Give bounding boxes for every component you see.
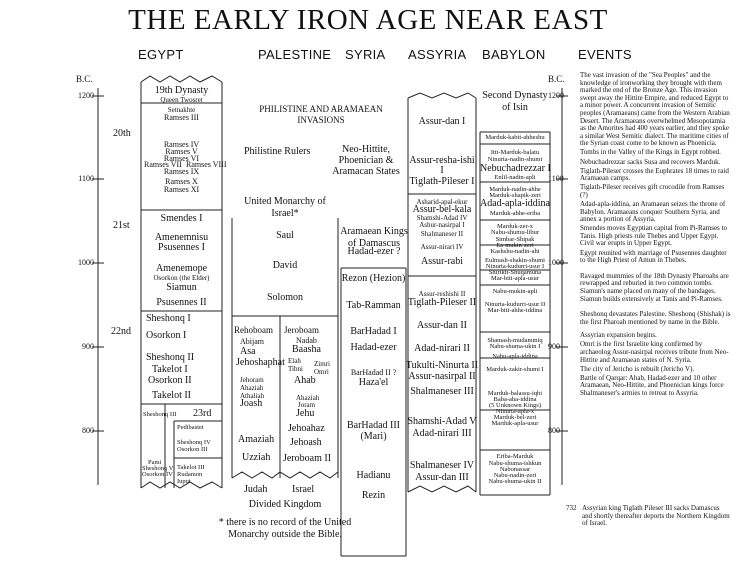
babylon-king: Mar-biti-ahhe-iddina (487, 307, 543, 314)
egypt-siamun: Siamun (166, 282, 197, 293)
syria-tab-ramman: Tab-Ramman (346, 300, 401, 311)
egypt-sheshonq3: Sheshonq III (143, 411, 177, 418)
egypt-ramses8: Ramses VIII (186, 160, 227, 169)
egypt-dyn20: 20th (113, 128, 131, 139)
event-smendes-tanis: Smendes moves Egyptian capital from Pi-Ramses to Tanis. High priests rule Thebes and Upper Egypt. Civil war erupts in Upper Egypt. (580, 224, 727, 248)
egypt-osorkon-elder: Osorkon (the Elder) (153, 274, 210, 282)
egypt-psusennes2: Psusennes II (156, 297, 207, 308)
egypt-setnakhte: Setnakhte (167, 106, 196, 114)
babylon-king: Baba-aha-iddina (493, 396, 537, 403)
event-adad-apla-iddina: Adad-apla-iddina, an Aramaean seizes the throne of Babylon. Aramaeans conquer Southern Syria, and annex a portion of Assyria. (580, 200, 726, 224)
babylon-king: Ea-mukin-zeri (496, 242, 534, 249)
judah-asa: Asa (240, 346, 256, 357)
syria-hazael: Haza'el (358, 377, 389, 388)
assyria-assur-nasirpal2: Assur-nasirpal II (408, 371, 476, 382)
babylon-king: Mar-biti-apla-usur (491, 275, 539, 282)
egypt-osorkon2: Osorkon II (148, 375, 192, 386)
egypt-osorkon4: Osorkon IV (142, 471, 173, 478)
event-sea-peoples: The vast invasion of the "Sea Peoples" and the knowledge of ironworking they brought with them marked the end of the Bronze Age. This invasion swept away the Hittite Empire, and reduced Egypt to a minor power. A concurrent invasion of Semitic peoples (Aramaeans) came from the Western Arabian Desert. The Aramaeans overwhelmed Mesopotamia as the Amorites had 400 years earlier, and they spoke a similar West Semitic dialect. The maritime cities of the Syrian coast come to be known as Phoenicia. (580, 71, 730, 148)
babylon-king: Nabu-shumu-libur (490, 229, 540, 236)
israel-ahaziah: Ahaziah (296, 394, 320, 402)
neo-hittite-states: Neo-Hittite, Phoenician & Aramacan States (332, 144, 400, 177)
babylon-king: Nabu-nadin-zeri (493, 472, 537, 479)
babylon-king: Marduk-balassu-iqbi (487, 390, 543, 397)
event-qarqar: Battle of Qarqar: Ahab, Hadad-ezer and 10 other Aramaean, Neo-Hittite, and Phoenician kings force Shalmaneser's armies to retreat to Assyria. (580, 373, 724, 397)
egypt-pami: Pami (148, 459, 162, 466)
egypt-dyn19: 19th Dynasty (154, 85, 209, 96)
label-judah: Judah (244, 484, 268, 495)
egypt-ramses4: Ramses IV (163, 140, 200, 149)
israel-joram: Joram (298, 401, 316, 409)
event-euphrates: Tiglath-Pileser crosses the Euphrates 18 times to raid Aramaean camps. (580, 166, 729, 183)
syria-rezon: Rezon (Hezion) (341, 273, 406, 284)
babylon-second-dynasty: Second Dynasty of Isin (482, 90, 548, 113)
egypt-takelot2: Takelot II (152, 390, 192, 401)
egypt-amenemope: Amenemope (155, 263, 208, 274)
israel-jehu: Jehu (296, 408, 315, 419)
tick-800: 800 (82, 426, 94, 435)
babylon-king: Nebuchadrezzar I (480, 163, 551, 174)
egypt-ramses9: Ramses IX (163, 167, 200, 176)
king-solomon: Solomon (266, 292, 304, 303)
tick-1100: 1100 (78, 174, 94, 183)
assyria-shamshi-adad4: Shamshi-Adad IV (416, 214, 468, 222)
egypt-queen-twosret: Queen Twosret (160, 96, 203, 104)
babylon-king: Ninurta-nadin-shumi (487, 156, 543, 163)
syria-rezin: Rezin (361, 490, 386, 501)
egypt-iuput: Iuput (177, 478, 191, 485)
babylon-king: Shirikti-Shuqamuna (488, 269, 542, 276)
egypt-sheshonq5: Sheshonq V (142, 465, 174, 472)
tick-right-900: 900 (548, 342, 560, 351)
babylon-king: Marduk-kabit-ahheshu (485, 134, 545, 141)
babylon-king: Ninurta-kudurri-usur I (485, 263, 545, 270)
syria-barhadad3: BarHadad III (Mari) (346, 420, 401, 442)
tick-right-1100: 1100 (548, 174, 564, 183)
event-sheshonq: Sheshonq devastates Palestine. Sheshonq (Shishak) is the first Pharoah mentioned by name in the Bible. (580, 310, 731, 326)
babylon-king: Adad-apla-iddina (480, 198, 550, 209)
babylon-king: Eriba-Marduk (496, 453, 534, 460)
syria-hadad-ezer-q: Hadad-ezer ? (347, 246, 401, 257)
tick-1200: 1200 (78, 91, 94, 100)
assyria-assur-dan1: Assur-dan I (418, 116, 466, 127)
aramaean-kings: Aramaean Kings of Damascus (340, 226, 408, 249)
israel-jehoahaz: Jehoahaz (288, 423, 325, 434)
babylon-king: Nabu-shuma-ukin II (488, 478, 542, 485)
king-david: David (272, 260, 298, 271)
assyria-shalmaneser3: Shalmaneser III (410, 386, 474, 397)
babylon-king: Itti-Marduk-balatu (490, 149, 540, 156)
united-monarchy-asterisk: * (293, 208, 299, 219)
assyria-tiglath-pileser2: Tiglath-Pileser II (407, 297, 477, 308)
judah-joash: Joash (240, 398, 263, 409)
assyria-assur-resha-ishi1: Assur-resha-ishi I (409, 155, 475, 176)
event-omri: Omri is the first Israelite king confirmed by archaeolog Assur-nasirpal receives tribute from Neo-Hittite and Aramaean states of N. Syria. (580, 340, 729, 364)
assyria-tukulti-ninurta2: Tukulti-Ninurta II (405, 360, 479, 371)
tick-900: 900 (82, 342, 94, 351)
babylon-king: Marduk-zer-x (497, 223, 533, 230)
event-crocodile: Tiglath-Pileser receives gift crocodile from Ramses (?) (580, 183, 725, 199)
egypt-ramses3: Ramses III (164, 113, 199, 122)
babylon-king: Eulmash-shakin-shumi (485, 257, 545, 264)
egypt-dyn23: 23rd (193, 408, 212, 419)
assyria-shamshi-adad5: Shamshi-Adad V (407, 416, 477, 427)
babylon-king: Ninurta-apla-x (495, 408, 535, 415)
assyria-assur-rabi: Assur-rabi (420, 256, 463, 267)
judah-abijam: Abijam (240, 337, 264, 346)
israel-jeroboam: Jeroboam (284, 325, 319, 335)
babylon-king: Marduk-nadin-ahhe (489, 186, 541, 193)
babylon-king: Marduk-ahhe-eriba (489, 210, 541, 217)
egypt-rudamon: Rudamon (177, 471, 203, 478)
israel-nadab: Nadab (296, 336, 317, 345)
footnote-united-monarchy: * there is no record of the United Monarchy outside the Bible. (218, 517, 352, 540)
egypt-psusennes1: Psusennes I (158, 242, 205, 253)
assyria-assur-nirari4: Assur-nirari IV (420, 243, 464, 251)
assyria-asharid: Asharid-apal-ekur (416, 198, 468, 206)
column-assyria: ASSYRIA (408, 47, 467, 62)
israel-zimri: Zimri (314, 360, 330, 368)
egypt-pedibastet: Pedibastet (177, 424, 204, 431)
egypt-takelot1: Takelot I (152, 364, 188, 375)
event-732-note: Assyrian king Tiglath Pileser III sacks Damascus and shortly thereafter deports the Northern Kingdom of Israel. (582, 504, 730, 528)
event-jericho: The city of Jericho is rebuilt (Jericho V). (580, 364, 695, 373)
syria-hadad-ezer: Hadad-ezer (350, 342, 397, 353)
column-events: EVENTS (578, 47, 632, 62)
column-palestine: PALESTINE (258, 47, 332, 62)
column-babylon: BABYLON (482, 47, 546, 62)
babylon-king: Nabu-shuma-ukin I (489, 343, 541, 350)
syria-barhadad1: BarHadad I (350, 326, 397, 337)
israel-tibni: Tibni (288, 365, 303, 373)
egypt-amenemnisu: Amenemnisu (154, 232, 209, 243)
egypt-sheshonq1: Sheshonq I (146, 313, 191, 324)
babylon-king: Shamash-mudammiq (487, 337, 543, 344)
tick-1000: 1000 (78, 258, 94, 267)
tick-right-1200: 1200 (548, 91, 564, 100)
events-panel (580, 72, 732, 399)
babylon-king: Enlil-nadin-apli (494, 174, 536, 181)
judah-amaziah: Amaziah (238, 434, 275, 445)
babylon-king: Nabonassar (499, 466, 531, 473)
event-susa-sacked: Nebuchadrezzar sacks Susa and recovers Marduk. (580, 157, 721, 166)
babylon-king: Simbar-Shipak (495, 236, 535, 243)
babylon-king: Ninurta-kudurri-usur II (484, 301, 546, 308)
judah-uzziah: Uzziah (242, 452, 271, 463)
egypt-takelot3: Takelot III (177, 464, 205, 471)
egypt-ramses11: Ramses XI (163, 185, 200, 194)
assyria-adad-nirari2: Adad-nirari II (414, 343, 470, 354)
assyria-shalmaneser4: Shalmaneser IV (409, 460, 475, 471)
egypt-sheshonq4: Sheshonq IV (177, 439, 211, 446)
event-mummies: Ravaged mummies of the 18th Dynasty Pharoahs are rewrapped and reburied in two common tombs. Siamun's name placed on many of the bandages. Siamun builds extensively at Tanis and Pi-Ramses. (580, 271, 729, 303)
page-title: THE EARLY IRON AGE NEAR EAST (128, 4, 608, 36)
bc-label-left: B.C. (76, 74, 93, 84)
column-syria: SYRIA (345, 47, 386, 62)
tick-right-800: 800 (548, 426, 560, 435)
united-monarchy-label: United Monarchy of Israel (244, 196, 326, 219)
babylon-king: Marduk-bel-zeri (493, 414, 537, 421)
united-monarchy (232, 196, 338, 220)
assyria-assur-dan3: Assur-dan III (415, 472, 469, 483)
israel-ahab: Ahab (294, 375, 316, 386)
syria-barhadad2: BarHadad II ? (350, 368, 397, 377)
babylon-king: Nabu-apla-iddina (492, 353, 538, 360)
babylon-king: Nabu-shuma-ishkun (488, 460, 542, 467)
syria-hadianu: Hadianu (356, 470, 391, 481)
egypt-dyn21: 21st (113, 220, 130, 231)
egypt-dyn22: 22nd (111, 326, 131, 337)
israel-elah: Elah (288, 357, 301, 365)
tick-right-1000: 1000 (548, 258, 564, 267)
babylon-king: Kashshu-nadin-ahi (490, 248, 540, 255)
event-732-year: 732 (566, 504, 577, 512)
label-divided-kingdom: Divided Kingdom (248, 499, 322, 510)
egypt-sheshonq2: Sheshonq II (146, 352, 195, 363)
king-saul: Saul (276, 230, 294, 241)
invasions-heading: PHILISTINE AND ARAMAEAN INVASIONS (259, 104, 383, 125)
egypt-ramses5: Ramses V (165, 147, 198, 156)
babylon-king: (5 Unknown Kings) (489, 402, 541, 409)
judah-rehoboam: Rehoboam (234, 325, 273, 335)
assyria-ashur-nasirpal1: Ashur-nasirpal I (419, 221, 465, 229)
judah-athaliah: Athaliah (240, 392, 265, 400)
egypt-smendes: Smendes I (160, 213, 203, 224)
egypt-ramses7: Ramses VII (144, 160, 182, 169)
label-israel: Israel (292, 484, 315, 495)
babylon-king: Marduk-apla-usur (491, 420, 539, 427)
judah-ahaziah: Ahaziah (240, 384, 264, 392)
assyria-adad-nirari3: Adad-nirari III (412, 428, 472, 439)
egypt-osorkon3: Osorkon III (177, 446, 208, 453)
assyria-assur-bel-kala: Assur-bel-kala (412, 204, 472, 215)
israel-jeroboam2: Jeroboam II (283, 453, 332, 464)
event-egypt-reunited: Egypt reunited with marriage of Psusennes daughter to the High Priest of Amun in Thebes. (580, 248, 727, 265)
israel-baasha: Baasha (292, 344, 321, 355)
bc-label-right: B.C. (548, 74, 565, 84)
babylon-king: Nabu-mukin-apli (492, 288, 538, 295)
assyria-shalmaneser2: Shalmaneser II (420, 230, 464, 238)
philistine-rulers: Philistine Rulers (244, 146, 311, 157)
israel-omri: Omri (314, 368, 329, 376)
egypt-ramses10: Ramses X (165, 177, 198, 186)
judah-jehoram: Jehoram (240, 376, 264, 384)
egypt-ramses6: Ramses VI (163, 154, 200, 163)
event-tombs-robbed: Tombs in the Valley of the Kings in Egypt robbed. (580, 148, 721, 157)
israel-jehoash: Jehoash (290, 437, 322, 448)
babylon-king: Marduk-shapik-zeri (489, 192, 541, 199)
column-egypt: EGYPT (138, 47, 184, 62)
assyria-assur-dan2: Assur-dan II (416, 320, 468, 331)
judah-jehoshaphat: Jehoshaphat (236, 357, 285, 368)
babylon-king: Marduk-zakir-shumi I (486, 366, 544, 373)
egypt-osorkon1: Osorkon I (146, 330, 187, 341)
assyria-tiglath-pileser1: Tiglath-Pileser I (409, 176, 475, 187)
assyria-assur-reshishi2: Assur-reshishi II (418, 290, 466, 298)
event-assyrian-expansion: Assyrian expansion begins. (580, 331, 657, 340)
